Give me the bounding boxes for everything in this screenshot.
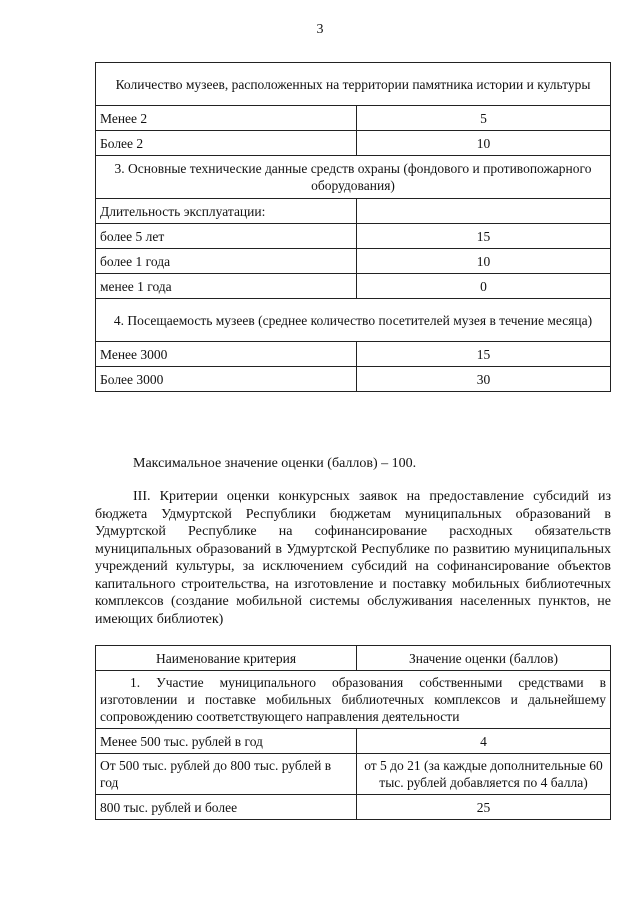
score-value: 10 [357, 131, 611, 156]
table-row [96, 249, 611, 274]
column-header-score: Значение оценки (баллов) [357, 646, 611, 671]
criterion-label: Менее 500 тыс. рублей в год [96, 729, 357, 754]
criterion-label: От 500 тыс. рублей до 800 тыс. рублей в год [96, 754, 357, 795]
score-value: 0 [357, 274, 611, 299]
table-section-header [96, 63, 611, 106]
criterion-label: более 5 лет [96, 224, 357, 249]
criterion-label: Более 3000 [96, 367, 357, 392]
criterion-label: Менее 2 [96, 106, 357, 131]
score-value: 4 [357, 729, 611, 754]
table-row [96, 367, 611, 392]
table-section-header [96, 299, 611, 342]
section-title: III. Критерии оценки конкурсных заявок на предоставление субсидий из бюджета Удмуртской Республики бюджетам муниципальных образований в Удмуртской Республике на софинансирование расходных обязательств муниципальных образований в Удмуртской Республике по развитию муниципальных учреждений культуры, за исключением субсидий на софинансирование объектов капитального строительства, на изготовление и поставку мобильных библиотечных комплексов (создание мобильной системы обслуживания населенных пунктов, не имеющих библиотек) [95, 489, 611, 627]
table-row [96, 274, 611, 299]
score-value: 15 [357, 224, 611, 249]
section-header-cell: Количество музеев, расположенных на территории памятника истории и культуры [96, 63, 611, 106]
library-criteria-table [95, 645, 611, 820]
table-row [96, 131, 611, 156]
criterion-label: Длительность эксплуатации: [96, 199, 357, 224]
table-row [96, 199, 611, 224]
score-value: 25 [357, 795, 611, 820]
score-value [357, 199, 611, 224]
column-header-criterion: Наименование критерия [96, 646, 357, 671]
section-header-cell: 4. Посещаемость музеев (среднее количество посетителей музея в течение месяца) [96, 299, 611, 342]
criterion-label: более 1 года [96, 249, 357, 274]
table-row [96, 106, 611, 131]
score-value: 10 [357, 249, 611, 274]
section-header-cell: 3. Основные технические данные средств охраны (фондового и противопожарного оборудования) [96, 156, 611, 199]
table-section-header [96, 156, 611, 199]
max-score-text: Максимальное значение оценки (баллов) – 100. [133, 456, 417, 471]
table-row [96, 342, 611, 367]
score-value: от 5 до 21 (за каждые дополнительные 60 тыс. рублей добавляется по 4 балла) [357, 754, 611, 795]
criterion-label: 800 тыс. рублей и более [96, 795, 357, 820]
table-row [96, 795, 611, 820]
table-row [96, 754, 611, 795]
score-value: 15 [357, 342, 611, 367]
table-row [96, 224, 611, 249]
table-header-row [96, 646, 611, 671]
score-value: 5 [357, 106, 611, 131]
criterion-label: Менее 3000 [96, 342, 357, 367]
page-number: 3 [316, 22, 324, 37]
table-section-header [96, 671, 611, 729]
museum-criteria-table [95, 62, 611, 392]
score-value: 30 [357, 367, 611, 392]
table-row [96, 729, 611, 754]
criterion-label: Более 2 [96, 131, 357, 156]
section-header-cell: 1. Участие муниципального образования собственными средствами в изготовлении и поставке мобильных библиотечных комплексов и дальнейшему сопровождению соответствующего направления деятельности [96, 671, 611, 729]
criterion-label: менее 1 года [96, 274, 357, 299]
